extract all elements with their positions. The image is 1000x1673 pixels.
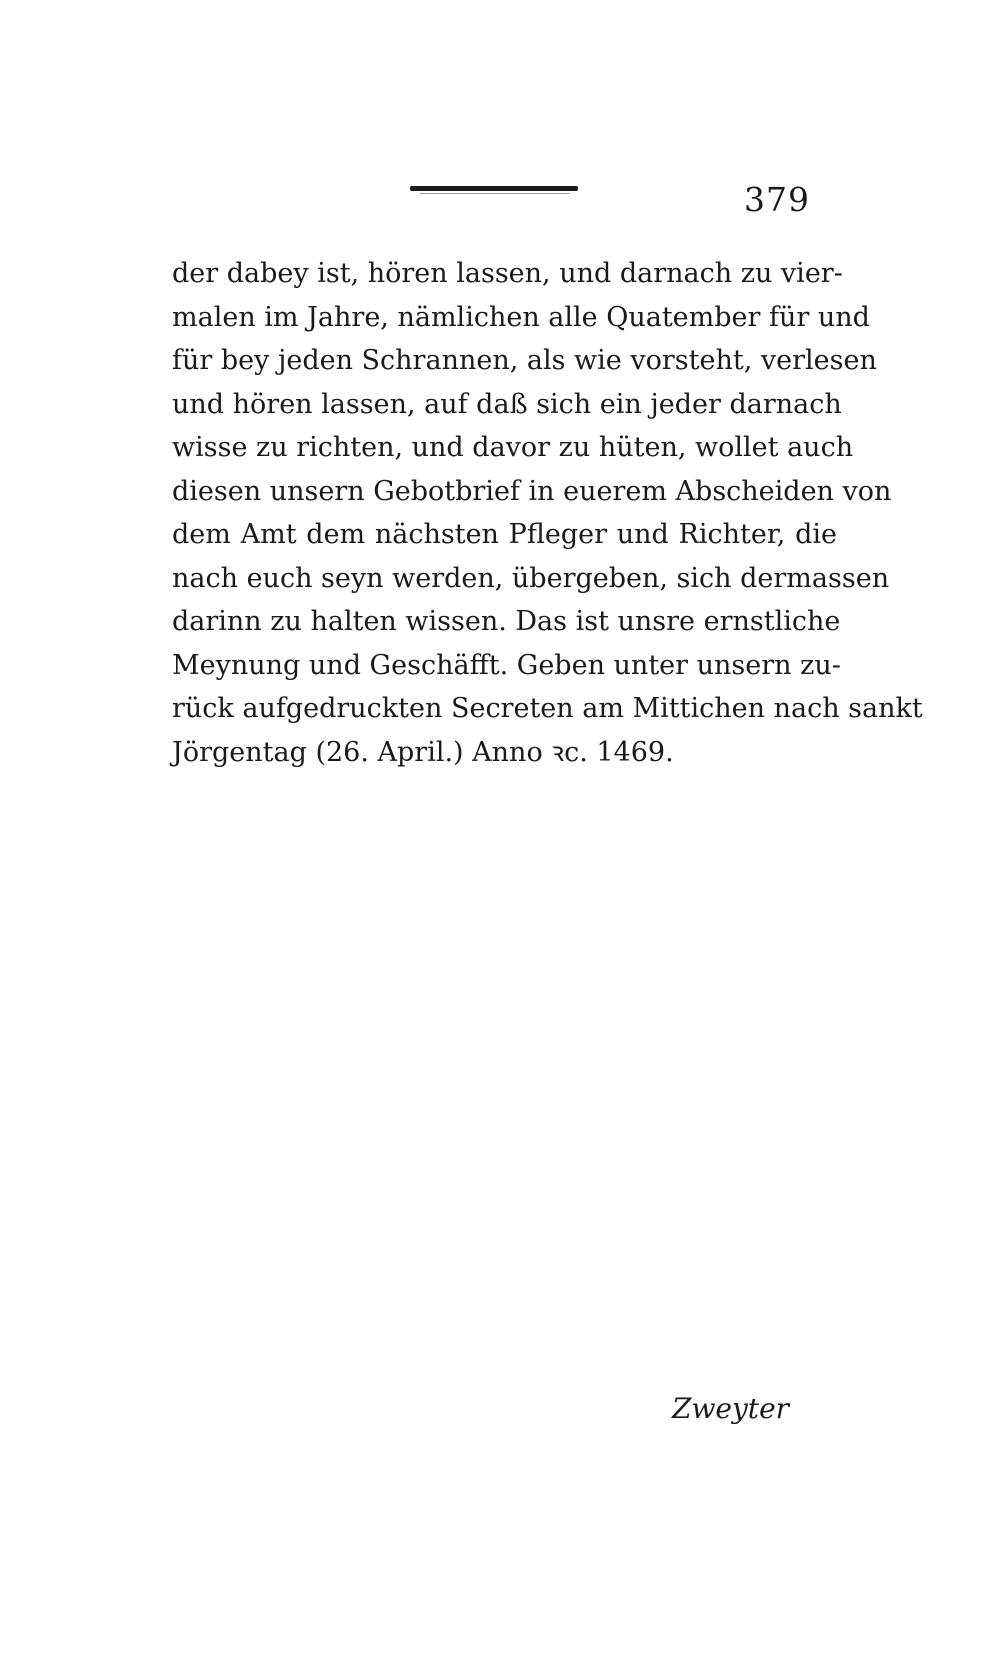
text-line: dem Amt dem nächsten Pfleger und Richter, die	[172, 519, 837, 550]
text-line: für bey jeden Schrannen, als wie vorsteht, verlesen	[172, 345, 877, 376]
text-line: rück aufgedruckten Secreten am Mittichen nach sankt	[172, 693, 923, 724]
header-rule-underline	[420, 193, 570, 194]
catchword: Zweyter	[672, 1392, 790, 1425]
page-number: 379	[744, 180, 810, 219]
text-line-last: Jörgentag (26. April.) Anno ꝛc. 1469.	[172, 736, 674, 768]
text-line: Meynung und Geschäfft. Geben unter unsern zu-	[172, 649, 841, 681]
text-line: diesen unsern Gebotbrief in euerem Abscheiden von	[172, 475, 892, 507]
text-line: der dabey ist, hören lassen, und darnach zu vier-	[172, 258, 843, 289]
text-line: und hören lassen, auf daß sich ein jeder darnach	[172, 388, 842, 420]
text-line: nach euch seyn werden, übergeben, sich dermassen	[172, 562, 890, 594]
text-line: malen im Jahre, nämlichen alle Quatember für und	[172, 301, 870, 333]
text-line: darinn zu halten wissen. Das ist unsre ernstliche	[172, 606, 841, 637]
body-text	[172, 252, 923, 774]
header-rule	[410, 186, 578, 191]
text-line: wisse zu richten, und davor zu hüten, wollet auch	[172, 432, 854, 463]
